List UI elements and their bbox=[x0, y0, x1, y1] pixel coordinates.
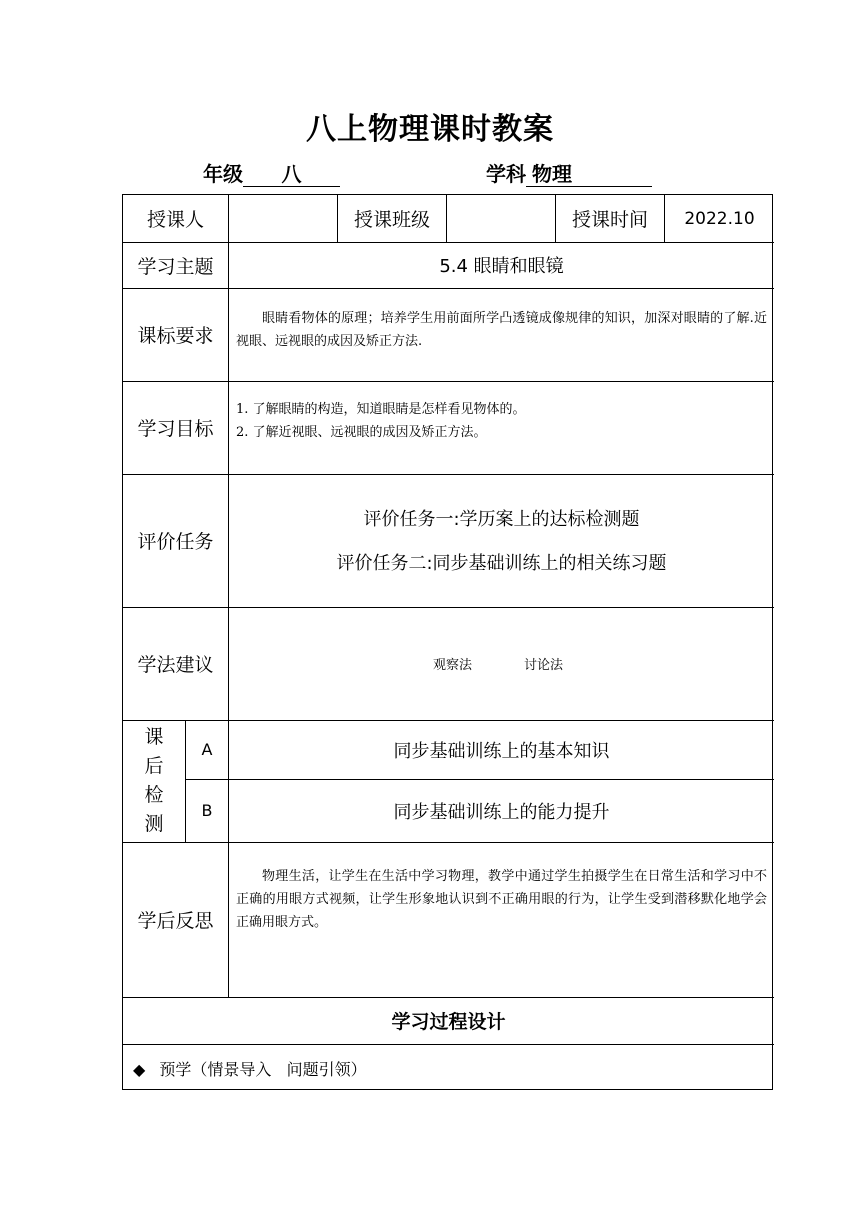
document-title: 八上物理课时教案 bbox=[306, 112, 554, 147]
reflection-text: 物理生活，让学生在生活中学习物理，教学中通过学生拍摄学生在日常生活和学习中不正确的用眼方式视频，让学生形象地认识到不正确用眼的行为，让学生受到潜移默化地学会正确用眼方式。 bbox=[236, 869, 767, 930]
teacher-label: 授课人 bbox=[146, 209, 204, 231]
teacher-value bbox=[229, 195, 337, 242]
method-discussion: 讨论法 bbox=[524, 658, 564, 673]
objective-item: 1. 了解眼睛的构造，知道眼睛是怎样看见物体的。 bbox=[236, 402, 526, 417]
subject-label: 学科 bbox=[486, 162, 526, 186]
post-test-a-text: 同步基础训练上的基本知识 bbox=[393, 740, 610, 762]
topic-label: 学习主题 bbox=[137, 255, 214, 278]
grade-value: 八 bbox=[243, 162, 340, 187]
standard-label: 课标要求 bbox=[137, 325, 214, 347]
time-value: 2022.10 bbox=[684, 208, 755, 229]
objective-item: 2. 了解近视眼、远视眼的成因及矫正方法。 bbox=[236, 425, 487, 440]
method-observation: 观察法 bbox=[433, 658, 473, 673]
post-test-label: 课后检测 bbox=[144, 726, 164, 835]
post-test-b-text: 同步基础训练上的能力提升 bbox=[393, 801, 610, 823]
methods-label: 学法建议 bbox=[137, 654, 214, 676]
post-test-a-label: A bbox=[201, 740, 213, 759]
post-test-label-cell bbox=[123, 720, 185, 842]
time-label: 授课时间 bbox=[571, 209, 648, 231]
reflection-label: 学后反思 bbox=[137, 910, 214, 932]
evaluation-task-1: 评价任务一:学历案上的达标检测题 bbox=[363, 509, 640, 530]
diamond-bullet-icon: ◆ bbox=[133, 1060, 146, 1079]
objectives-label: 学习目标 bbox=[137, 418, 214, 440]
evaluation-label: 评价任务 bbox=[137, 531, 214, 553]
subject-line bbox=[486, 158, 652, 187]
post-test-b-label: B bbox=[201, 801, 213, 820]
grade-line bbox=[203, 158, 340, 187]
process-item-row bbox=[133, 1057, 367, 1080]
lesson-plan-table bbox=[122, 194, 773, 1090]
subject-value: 物理 bbox=[526, 162, 652, 187]
class-value bbox=[447, 195, 555, 242]
evaluation-task-2: 评价任务二:同步基础训练上的相关练习题 bbox=[336, 553, 667, 574]
standard-text: 眼睛看物体的原理；培养学生用前面所学凸透镜成像规律的知识，加深对眼睛的了解.近视眼、远视眼的成因及矫正方法. bbox=[236, 311, 767, 349]
class-label: 授课班级 bbox=[353, 209, 430, 231]
process-item-text: 预学（情景导入 问题引领） bbox=[159, 1060, 367, 1079]
objectives-list bbox=[236, 398, 767, 444]
process-title: 学习过程设计 bbox=[391, 1011, 506, 1033]
topic-value: 5.4 眼睛和眼镜 bbox=[439, 256, 564, 277]
grade-label: 年级 bbox=[203, 162, 243, 186]
